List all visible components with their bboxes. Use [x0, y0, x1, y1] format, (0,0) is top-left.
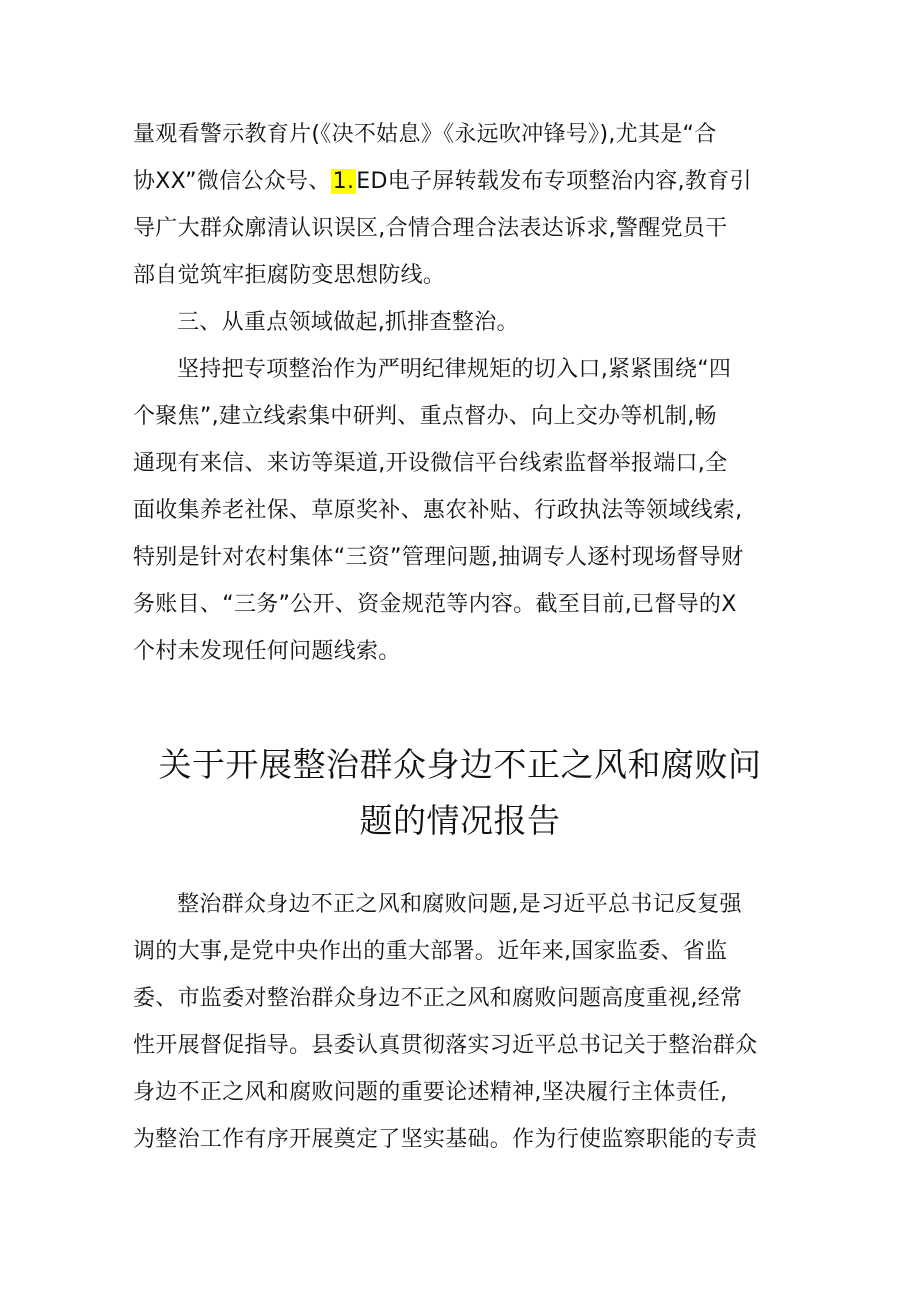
- text-segment: 协XX”微信公众号、: [133, 169, 331, 194]
- text-line: 量观看警示教育片(《决不姑息》《永远吹冲锋号》),尤其是“合: [133, 122, 717, 147]
- text-line: 整治群众身边不正之风和腐败问题,是习近平总书记反复强: [177, 892, 742, 917]
- title-line: 题的情况报告: [359, 801, 561, 840]
- section-heading: 三、从重点领域做起,抓排查整治。: [177, 310, 519, 335]
- text-line: 面收集养老社保、草原奖补、惠农补贴、行政执法等领域线索,: [133, 498, 743, 523]
- paragraph-warning-education: [133, 111, 795, 299]
- text-line: 委、市监委对整治群众身边不正之风和腐败问题高度重视,经常: [133, 986, 743, 1011]
- text-line: [133, 158, 795, 205]
- text-line: 性开展督促指导。县委认真贯彻落实习近平总书记关于整治群众: [133, 1033, 758, 1058]
- text-line: 务账目、“三务”公开、资金规范等内容。截至目前,已督导的X: [133, 592, 737, 617]
- section-heading-three: [133, 299, 795, 346]
- text-line: 身边不正之风和腐败问题的重要论述精神,坚决履行主体责任,: [133, 1080, 728, 1105]
- highlighted-text: 1.: [332, 169, 355, 194]
- paragraph-key-areas: [133, 346, 795, 675]
- text-line: 部自觉筑牢拒腐防变思想防线。: [133, 263, 446, 288]
- text-line: 调的大事,是党中央作出的重大部署。近年来,国家监委、省监: [133, 939, 728, 964]
- text-segment: ED电子屏转载发布专项整治内容,教育引: [356, 169, 752, 194]
- report-title: [0, 737, 920, 849]
- text-line: 坚持把专项整治作为严明纪律规矩的切入口,紧紧围绕“四: [177, 357, 732, 382]
- title-line: 关于开展整治群众身边不正之风和腐败问: [158, 745, 762, 784]
- text-line: 个聚焦”,建立线索集中研判、重点督办、向上交办等机制,畅: [133, 404, 717, 429]
- text-line: 个村未发现任何问题线索。: [133, 639, 401, 664]
- text-line: 通现有来信、来访等渠道,开设微信平台线索监督举报端口,全: [133, 451, 728, 476]
- text-line: 特别是针对农村集体“三资”管理问题,抽调专人逐村现场督导财: [133, 545, 744, 570]
- paragraph-report-intro: [133, 881, 795, 1163]
- text-line: 为整治工作有序开展奠定了坚实基础。作为行使监察职能的专责: [133, 1127, 758, 1152]
- text-line: 导广大群众廓清认识误区,合情合理合法表达诉求,警醒党员干: [133, 216, 728, 241]
